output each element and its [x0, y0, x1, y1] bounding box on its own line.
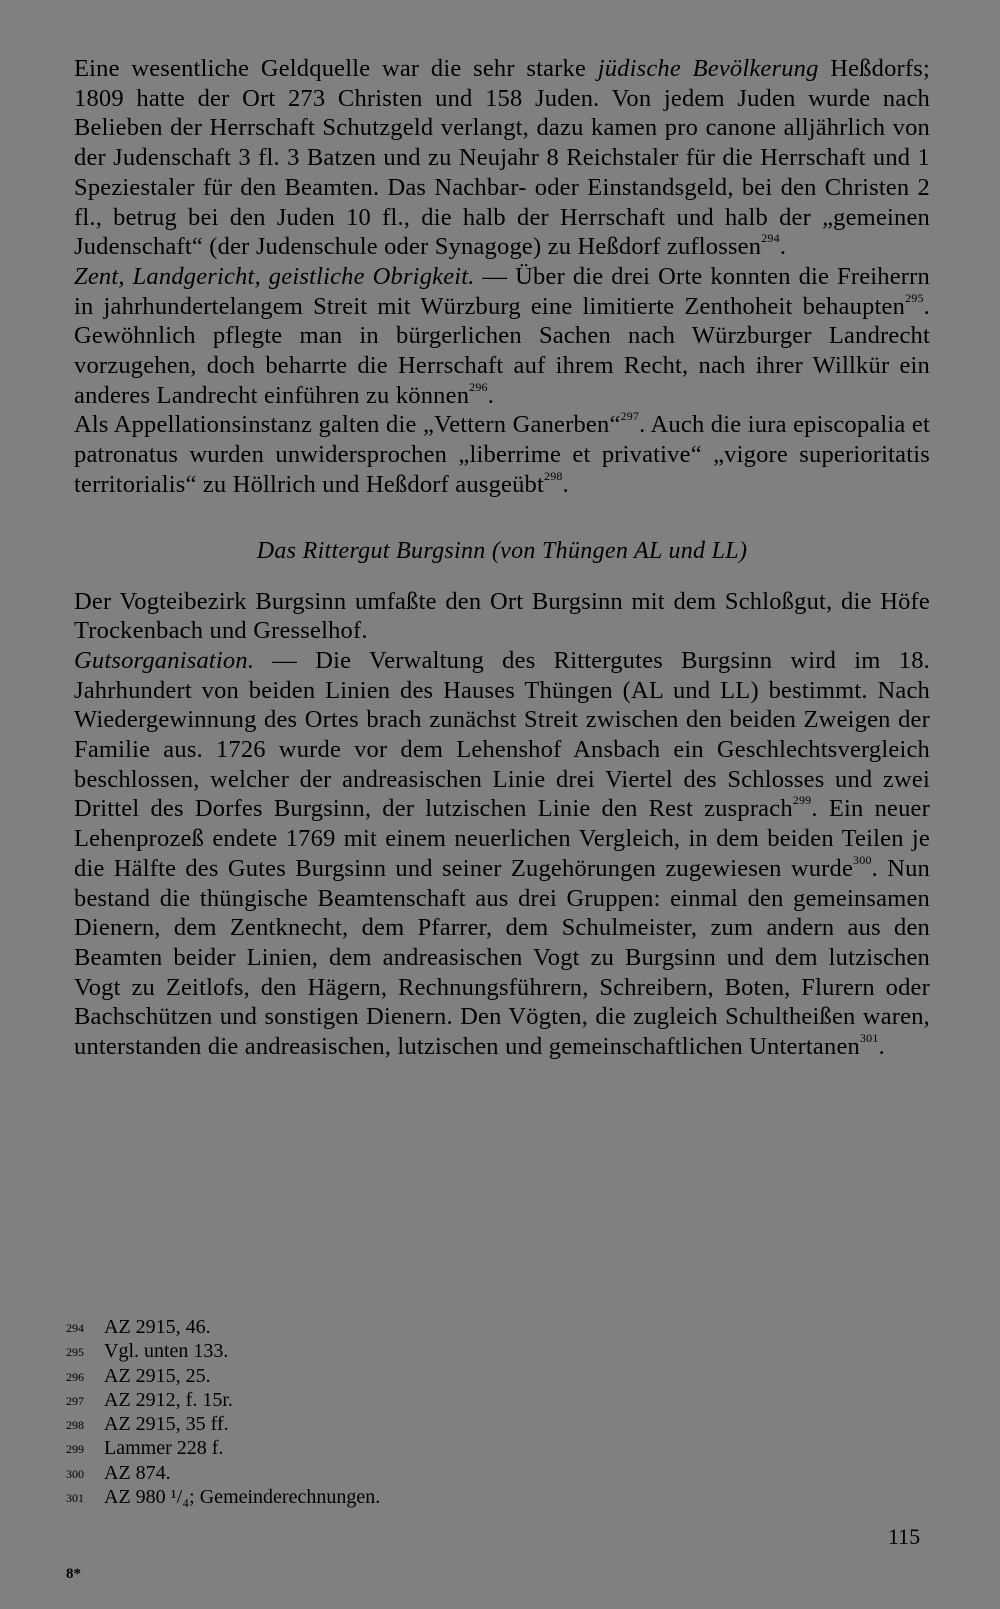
footnote-number: 300	[66, 1466, 84, 1481]
paragraph-gutsorganisation	[74, 646, 930, 1062]
footnote-ref[interactable]: 299	[792, 793, 812, 808]
footnote-number: 299	[66, 1442, 84, 1457]
footnote-number: 301	[66, 1491, 84, 1506]
footnote-number: 294	[66, 1321, 84, 1335]
footnote-item	[66, 1436, 380, 1460]
text-run: . Gewöhnlich pflegte man in bürgerlichen Sachen nach Würzburger Landrecht vorzugehen, doch beharrte die Herrschaft auf ihrem Recht, nach ihrer Willkür ein anderes Landrecht einführen zu können	[74, 292, 930, 409]
footnote-ref[interactable]: 298	[544, 468, 563, 483]
text-run: .	[487, 381, 495, 409]
footnote-ref[interactable]: 296	[469, 379, 488, 394]
footnote-item	[66, 1412, 380, 1436]
text-run: .	[562, 470, 569, 498]
text-run: — Über die drei Orte konnten die Freiherrn in jahrhundertelangem Streit mit Würzburg eine limitierte Zenthoheit behaupten	[74, 262, 930, 320]
footnote-item	[66, 1364, 380, 1388]
footnote-ref[interactable]: 294	[761, 231, 780, 246]
paragraph-appellationsinstanz	[74, 410, 930, 499]
footnote-text: AZ 2912, f. 15r.	[104, 1388, 233, 1411]
footnote-number: 296	[66, 1369, 84, 1384]
footnote-text: AZ 2915, 25.	[104, 1364, 211, 1387]
text-run: Heßdorfs; 1809 hatte der Ort 273 Christen und 158 Juden. Von jedem Juden wurde nach Belieben der Herrschaft Schutzgeld verlangt, dazu kamen pro canone alljährlich von der Judenschaft 3 fl. 3 Batzen und zu Neujahr 8 Reichstaler für die Herrschaft und 1 Speziestaler für den Beamten. Das Nachbar- oder Einstandsgeld, bei den Christen 2 fl., betrug bei den Juden 10 fl., die halb der Herrschaft und halb der „gemeinen Judenschaft“ (der Judenschule oder Synagoge) zu Heßdorf zuflossen	[74, 55, 930, 261]
footnote-text: AZ 2915, 46.	[104, 1316, 211, 1338]
footnote-text: AZ 874.	[104, 1461, 171, 1484]
footnote-number: 295	[66, 1345, 84, 1360]
text-run: . Ein neuer Lehenprozeß endete 1769 mit einem neuerlichen Vergleich, in dem beiden Teilen je die Hälfte des Gutes Burgsinn und seiner Zugehörungen zugewiesen wurde	[74, 795, 930, 882]
footnote-text: AZ 2915, 35 ff.	[104, 1413, 229, 1436]
emphasis-text: jüdische Bevölkerung	[597, 55, 819, 82]
footnotes-list	[66, 1315, 380, 1509]
text-run: Als Appellationsinstanz galten die „Vettern Ganerben“	[74, 411, 621, 439]
text-run: . Auch die iura episcopalia et patronatus wurden unwidersprochen „liberrime et privative“ „vigore superioritatis territorialis“ zu Höllrich und Heßdorf ausgeübt	[74, 411, 930, 498]
section-heading: Das Rittergut Burgsinn (von Thüngen AL und LL)	[256, 537, 748, 564]
emphasis-text: Gutsorganisation.	[74, 646, 255, 674]
page-number: 115	[888, 1524, 921, 1549]
text-run: .	[779, 233, 787, 261]
signature-mark: 8*	[66, 1566, 81, 1582]
footnote-ref[interactable]: 301	[859, 1031, 879, 1046]
footnote-ref[interactable]: 295	[905, 290, 924, 305]
footnote-number: 297	[66, 1393, 84, 1408]
text-run: — Die Verwaltung des Rittergutes Burgsinn wird im 18. Jahrhundert von beiden Linien des Hauses Thüngen (AL und LL) bestimmt. Nach Wiedergewinnung des Ortes brach zunächst Streit zwischen den beiden Zweigen der Familie aus. 1726 wurde vor dem Lehenshof Ansbach ein Geschlechtsvergleich beschlossen, welcher der andreasischen Linie drei Viertel des Schlosses und zwei Drittel des Dorfes Burgsinn, der lutzischen Linie den Rest zusprach	[74, 646, 930, 823]
footnote-item	[66, 1315, 380, 1339]
footnote-ref[interactable]: 297	[620, 409, 640, 424]
paragraph-juedische-bevoelkerung	[74, 54, 930, 262]
text-run: . Nun bestand die thüngische Beamtenschaft aus drei Gruppen: einmal den gemeinsamen Dienern, dem Zentknecht, dem Pfarrer, dem Schulmeister, zum andern aus den Beamten beider Linien, dem andreasischen Vogt zu Burgsinn und dem lutzischen Vogt zu Zeitlofs, den Hägern, Rechnungsführern, Schreibern, Boten, Flurern oder Bachschützen und sonstigen Dienern. Den Vögten, die zugleich Schultheißen waren, unterstanden die andreasischen, lutzischen und gemeinschaftlichen Untertanen	[74, 854, 930, 1061]
footnote-text: AZ 980 ¹/₄; Gemeinderechnungen.	[104, 1486, 381, 1509]
emphasis-text: Zent, Landgericht, geistliche Obrigkeit.	[74, 262, 475, 290]
footnote-item	[66, 1388, 380, 1412]
footnote-item	[66, 1461, 380, 1485]
footnote-ref[interactable]: 300	[853, 852, 872, 867]
paragraph-vogteibezirk: Der Vogteibezirk Burgsinn umfaßte den Ort Burgsinn mit dem Schloßgut, die Höfe Trockenbach und Gresselhof.	[74, 587, 930, 645]
footnote-number: 298	[66, 1418, 84, 1433]
footnote-item	[66, 1339, 380, 1363]
text-run: .	[878, 1033, 885, 1061]
footnote-text: Vgl. unten 133.	[104, 1340, 229, 1363]
text-run: Eine wesentliche Geldquelle war die sehr starke	[74, 55, 598, 82]
paragraph-zent-landgericht	[74, 262, 930, 411]
footnote-item	[66, 1485, 380, 1509]
footnote-text: Lammer 228 f.	[104, 1437, 224, 1460]
page-body	[74, 54, 930, 1062]
